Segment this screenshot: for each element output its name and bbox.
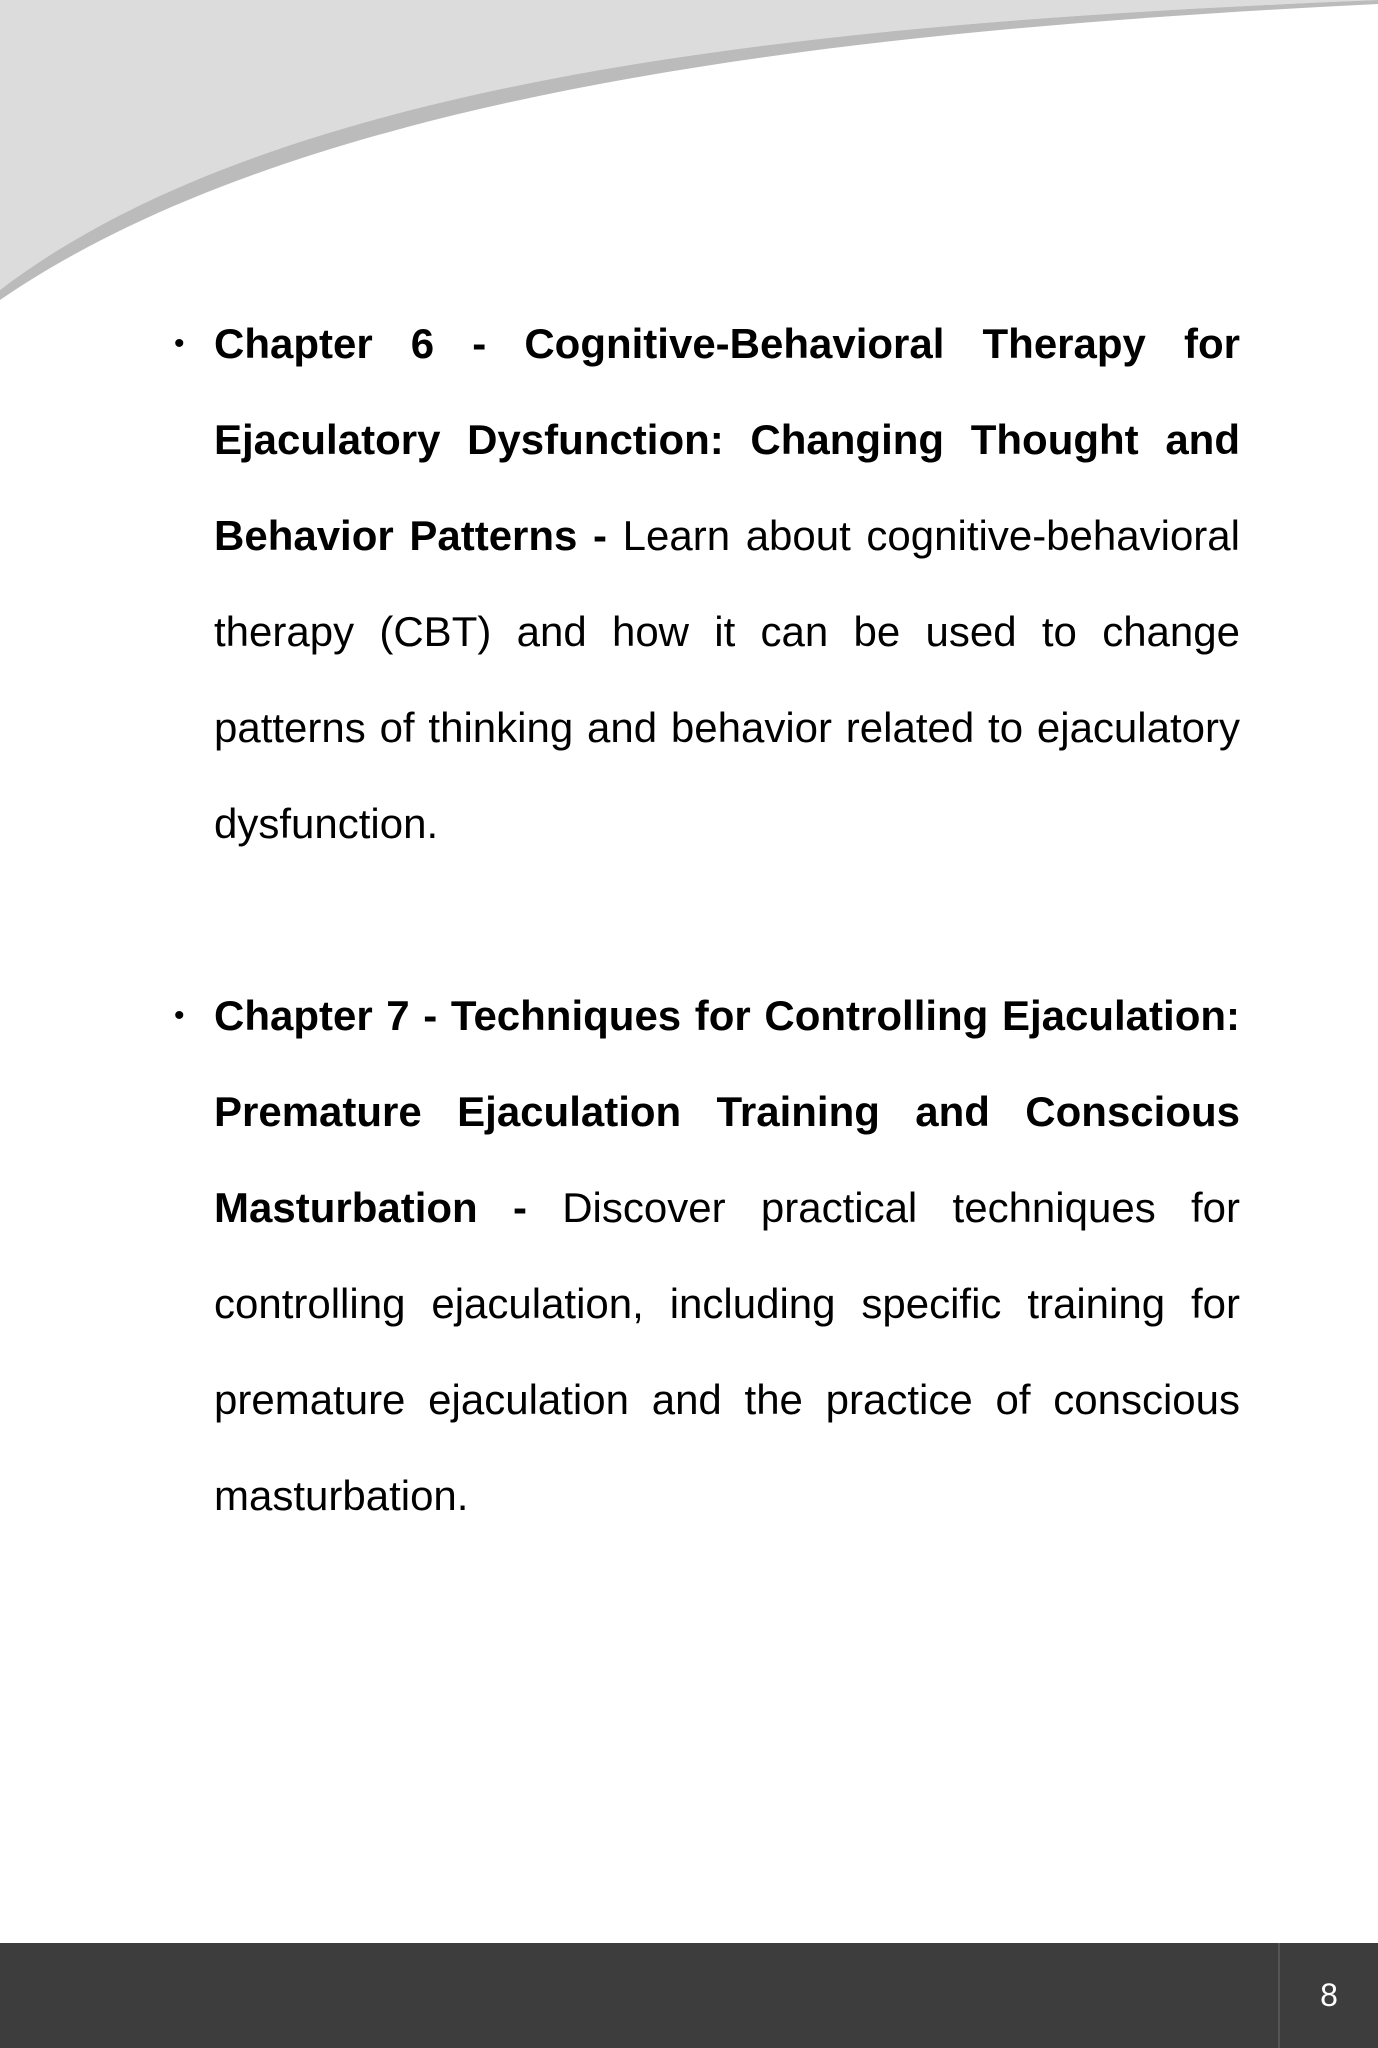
- chapter-title: Chapter 6 - Cognitive-Behavioral Therapy for Ejaculatory Dysfunction: Changing Thought and Behavior Patterns -: [214, 320, 1240, 559]
- chapter-item-7: [174, 968, 1240, 1544]
- footer-bar: [0, 1943, 1378, 2048]
- chapter-list: [174, 296, 1240, 1544]
- chapter-description: Discover practical techniques for controlling ejaculation, including specific training for premature ejaculation and the practice of conscious masturbation.: [214, 1184, 1240, 1519]
- bullet: •: [174, 327, 185, 360]
- chapter-description: Learn about cognitive-behavioral therapy (CBT) and how it can be used to change patterns of thinking and behavior related to ejaculatory dysfunction.: [214, 512, 1240, 847]
- header-swoosh-decoration: [0, 0, 1378, 300]
- bullet: •: [174, 999, 185, 1032]
- page-number: 8: [1320, 1977, 1338, 2013]
- chapter-title: Chapter 7 - Techniques for Controlling Ejaculation: Premature Ejaculation Training and Conscious Masturbation -: [214, 992, 1240, 1231]
- chapter-item-6: [174, 296, 1240, 872]
